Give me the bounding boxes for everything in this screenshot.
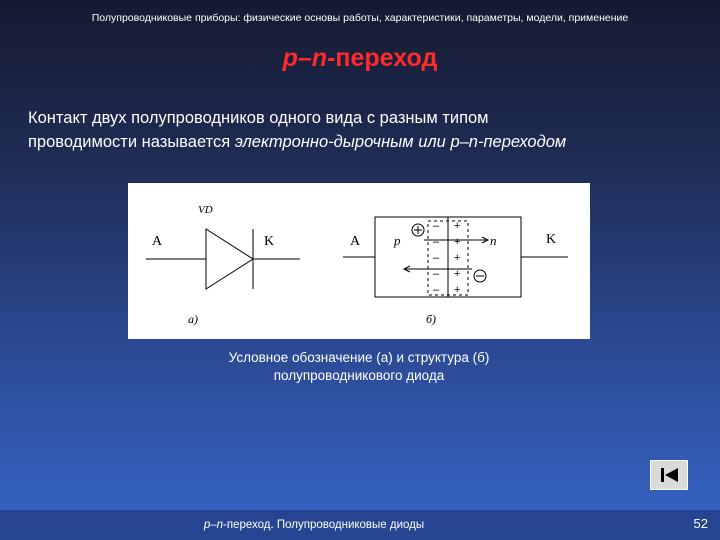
label-a: a)	[188, 312, 198, 326]
caption-line-2: полупроводникового диода	[273, 368, 445, 383]
definition-line-2-italic: электронно-дырочным или p–n-переходом	[234, 133, 567, 151]
charge-minus-1: –	[433, 220, 440, 232]
figure-caption	[128, 349, 590, 385]
page-number: 52	[693, 516, 708, 531]
footer-text	[0, 519, 628, 531]
electron-carrier	[404, 266, 486, 282]
charge-minus-4: –	[433, 268, 440, 280]
junction-charges	[433, 220, 460, 296]
diode-diagram	[128, 183, 590, 339]
diode-symbol	[146, 229, 300, 289]
charge-plus-4: +	[454, 268, 461, 280]
skip-to-start-icon	[651, 461, 687, 489]
slide-title	[0, 44, 720, 73]
footer-rest-part: -переход. Полупроводниковые диоды	[223, 519, 425, 531]
charge-plus-1: +	[454, 220, 461, 232]
label-vd: VD	[198, 204, 213, 216]
label-anode-a: A	[152, 234, 163, 249]
label-cathode-b: K	[546, 232, 557, 247]
diode-triangle	[206, 229, 253, 289]
charge-minus-2: –	[433, 236, 440, 248]
title-pn-part: p–n	[282, 44, 328, 72]
label-cathode-a: K	[264, 234, 275, 249]
label-anode-b: A	[350, 234, 361, 249]
definition-line-2-start: проводимости называется	[28, 133, 235, 151]
charge-minus-5: –	[433, 284, 440, 296]
charge-plus-2: +	[454, 236, 461, 248]
label-n-region: n	[490, 233, 497, 248]
definition-line-1: Контакт двух полупроводников одного вида с разным типом	[28, 109, 489, 127]
course-header: Полупроводниковые приборы: физические основы работы, характеристики, параметры, модели, применение	[91, 12, 629, 24]
label-p-region: p	[394, 233, 401, 248]
label-b: б)	[426, 312, 437, 326]
definition-line-2	[28, 130, 708, 154]
title-rest-part: -переход	[327, 44, 438, 72]
footer-pn-part: p–n	[203, 519, 224, 531]
charge-plus-3: +	[454, 252, 461, 264]
hole-carrier	[412, 224, 488, 243]
charge-plus-5: +	[454, 284, 461, 296]
diode-figure	[128, 183, 590, 339]
charge-minus-3: –	[433, 252, 440, 264]
caption-line-1: Условное обозначение (а) и структура (б)	[228, 350, 490, 365]
definition-text	[28, 106, 708, 154]
go-to-start-button[interactable]	[650, 460, 688, 490]
